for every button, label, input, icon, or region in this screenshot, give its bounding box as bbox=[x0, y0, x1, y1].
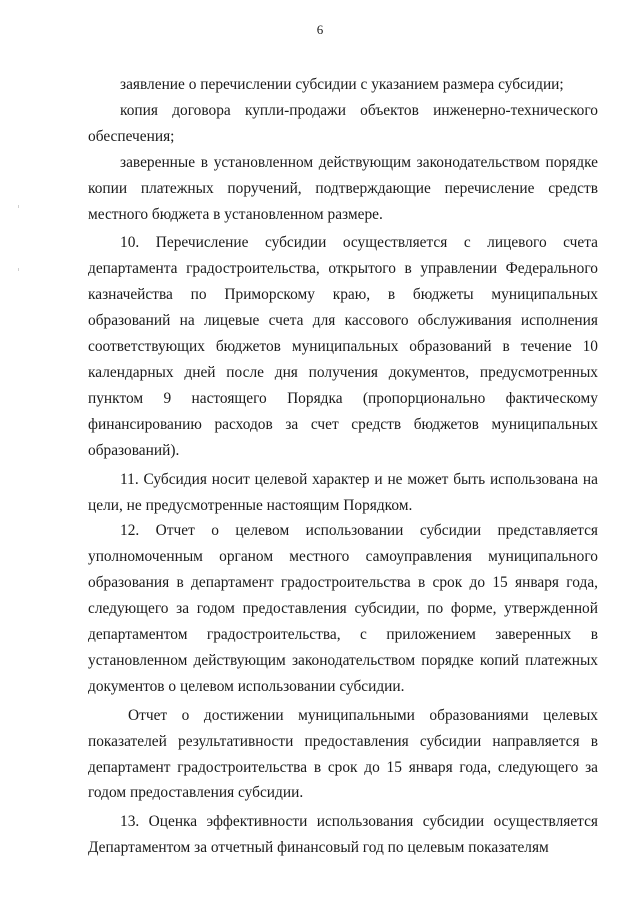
paragraph-item-10: 10. Перечисление субсидии осуществляется с лицевого счета департамента градостроительства, открытого в управлении Федерального казначейства по Приморскому краю, в бюджеты муниципальных образований на лицевые счета для кассового обслуживания исполнения соответствующих бюджетов муниципальных образований в течение 10 календарных дней после дня получения документов, предусмотренных пунктом 9 настоящего Порядка (пропорционально фактическому финансированию расходов за счет средств бюджетов муниципальных образований). bbox=[88, 234, 598, 459]
margin-mark bbox=[18, 205, 19, 208]
paragraph-contract-copy: копия договора купли-продажи объектов инженерно-технического обеспечения; bbox=[88, 101, 598, 145]
page-number: 6 bbox=[316, 22, 324, 37]
paragraph-item-12: 12. Отчет о целевом использовании субсидии представляется уполномоченным органом местного самоуправления муниципального образования в департамент градостроительства в срок до 15 января года, следующего за годом предоставления субсидии, по форме, утвержденной департаментом градостроительства, с приложением заверенных в установленном действующим законодательством порядке копий платежных документов о целевом использовании субсидии. bbox=[88, 522, 598, 695]
paragraph-item-11: 11. Субсидия носит целевой характер и не может быть использована на цели, не предусмотренные настоящим Порядком. bbox=[88, 470, 598, 514]
paragraph-item-13: 13. Оценка эффективности использования субсидии осуществляется Департаментом за отчетный финансовый год по целевым показателям bbox=[88, 813, 598, 857]
document-body bbox=[88, 72, 598, 861]
paragraph-application: заявление о перечислении субсидии с указанием размера субсидии; bbox=[120, 76, 564, 93]
margin-mark bbox=[18, 268, 19, 271]
paragraph-report: Отчет о достижении муниципальными образованиями целевых показателей результативности предоставления субсидии направляется в департамент градостроительства в срок до 15 января года, следующего за годом предоставления субсидии. bbox=[88, 706, 598, 802]
paragraph-payment-orders: заверенные в установленном действующим законодательством порядке копии платежных поручений, подтверждающие перечисление средств местного бюджета в установленном размере. bbox=[88, 153, 598, 223]
